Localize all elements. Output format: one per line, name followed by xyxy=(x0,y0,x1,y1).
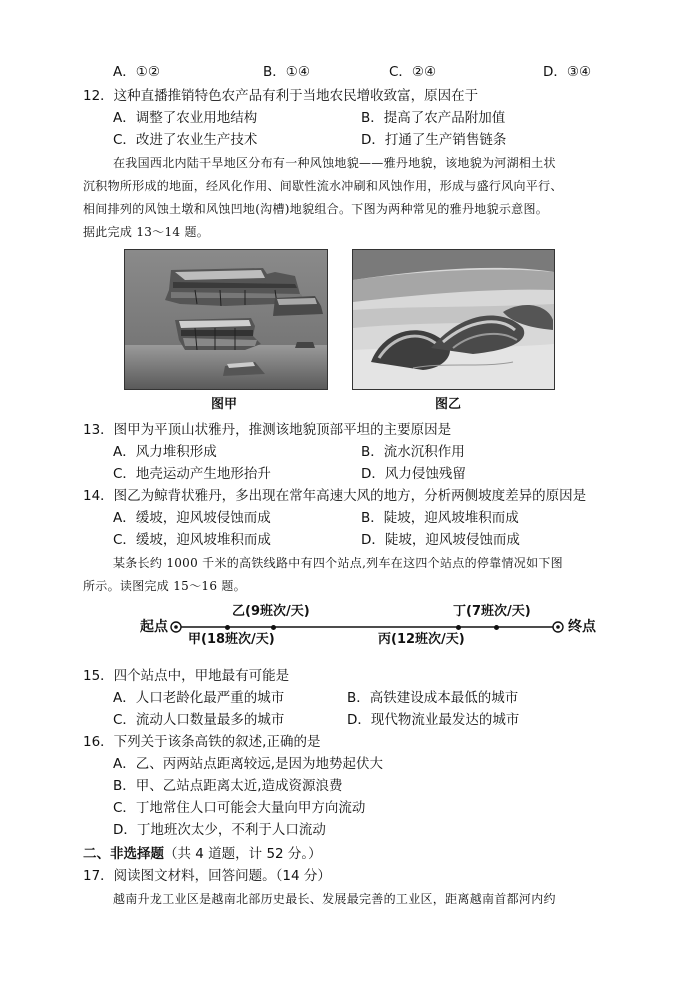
figure-yi-caption: 图乙 xyxy=(435,397,462,412)
q15-option-c: C．流动人口数量最多的城市 xyxy=(113,712,285,728)
figure-yi-whaleback-yardang xyxy=(352,249,555,390)
q12-option-c: C．改进了农业生产技术 xyxy=(113,132,258,148)
section2-title: 二、非选择题 xyxy=(83,846,164,862)
q13-option-a: A．风力堆积形成 xyxy=(113,444,217,460)
section2-heading xyxy=(83,844,322,864)
station-bing-label: 丙(12班次/天) xyxy=(378,632,465,647)
station-ding-label: 丁(7班次/天) xyxy=(453,604,531,619)
q14-option-c: C．缓坡，迎风坡堆积而成 xyxy=(113,532,271,548)
q12-option-d: D．打通了生产销售链条 xyxy=(361,132,507,148)
q14-option-d: D．陡坡，迎风坡侵蚀而成 xyxy=(361,532,520,548)
q16-option-b: B．甲、乙站点距离太近,造成资源浪费 xyxy=(113,778,343,794)
passage1-line-3: 相间排列的风蚀土墩和风蚀凹地(沟槽)地貌组合。下图为两种常见的雅丹地貌示意图。 xyxy=(83,202,549,216)
passage1-line-2: 沉积物所形成的地面，经风化作用、间歇性流水冲刷和风蚀作用，形成与盛行风向平行、 xyxy=(83,179,563,193)
figure-jia-yardang-mesa xyxy=(124,249,328,390)
station-ding-dot xyxy=(494,625,499,630)
q16-option-a: A．乙、丙两站点距离较远,是因为地势起伏大 xyxy=(113,756,384,772)
q12-stem: 12．这种直播推销特色农产品有利于当地农民增收致富，原因在于 xyxy=(83,88,479,104)
q15-stem: 15．四个站点中，甲地最有可能是 xyxy=(83,668,290,684)
q15-option-a: A．人口老龄化最严重的城市 xyxy=(113,690,285,706)
q17-text: 越南升龙工业区是越南北部历史最长、发展最完善的工业区，距离越南首都河内约 xyxy=(113,892,556,906)
rail-start-label: 起点 xyxy=(140,619,168,635)
q13-option-b: B．流水沉积作用 xyxy=(361,444,465,460)
q14-option-b: B．陡坡，迎风坡堆积而成 xyxy=(361,510,519,526)
q13-stem: 13．图甲为平顶山状雅丹，推测该地貌顶部平坦的主要原因是 xyxy=(83,422,452,438)
q16-stem: 16．下列关于该条高铁的叙述,正确的是 xyxy=(83,734,321,750)
q16-option-c: C．丁地常住人口可能会大量向甲方向流动 xyxy=(113,800,366,816)
station-jia-label: 甲(18班次/天) xyxy=(188,632,275,647)
q12-option-b: B．提高了农产品附加值 xyxy=(361,110,506,126)
q15-option-d: D．现代物流业最发达的城市 xyxy=(347,712,520,728)
passage2-line-2: 所示。读图完成 15～16 题。 xyxy=(83,579,246,593)
q17-stem: 17．阅读图文材料，回答问题。（14 分） xyxy=(83,868,331,884)
q14-option-a: A．缓坡，迎风坡侵蚀而成 xyxy=(113,510,271,526)
section2-note: （共 4 道题，计 52 分。） xyxy=(164,846,322,862)
passage1-line-4: 据此完成 13～14 题。 xyxy=(83,225,210,239)
q14-stem: 14．图乙为鲸背状雅丹，多出现在常年高速大风的地方，分析两侧坡度差异的原因是 xyxy=(83,488,587,504)
passage2-line-1: 某条长约 1000 千米的高铁线路中有四个站点,列车在这四个站点的停靠情况如下图 xyxy=(113,556,563,570)
q16-option-d: D．丁地班次太少，不利于人口流动 xyxy=(113,822,326,838)
q13-option-c: C．地壳运动产生地形抬升 xyxy=(113,466,271,482)
q11-option-d: D．③④ xyxy=(543,64,592,80)
rail-end-label: 终点 xyxy=(568,619,596,635)
passage1-line-1: 在我国西北内陆干旱地区分布有一种风蚀地貌——雅丹地貌，该地貌为河湖相土状 xyxy=(113,156,556,170)
figure-jia-caption: 图甲 xyxy=(211,397,238,412)
q11-option-a: A．①② xyxy=(113,64,160,80)
q15-option-b: B．高铁建设成本最低的城市 xyxy=(347,690,519,706)
q13-option-d: D．风力侵蚀残留 xyxy=(361,466,466,482)
station-yi-label: 乙(9班次/天) xyxy=(232,604,310,619)
q11-option-b: B．①④ xyxy=(263,64,310,80)
q12-option-a: A．调整了农业用地结构 xyxy=(113,110,258,126)
railway-diagram xyxy=(130,600,610,656)
q11-option-c: C．②④ xyxy=(389,64,437,80)
